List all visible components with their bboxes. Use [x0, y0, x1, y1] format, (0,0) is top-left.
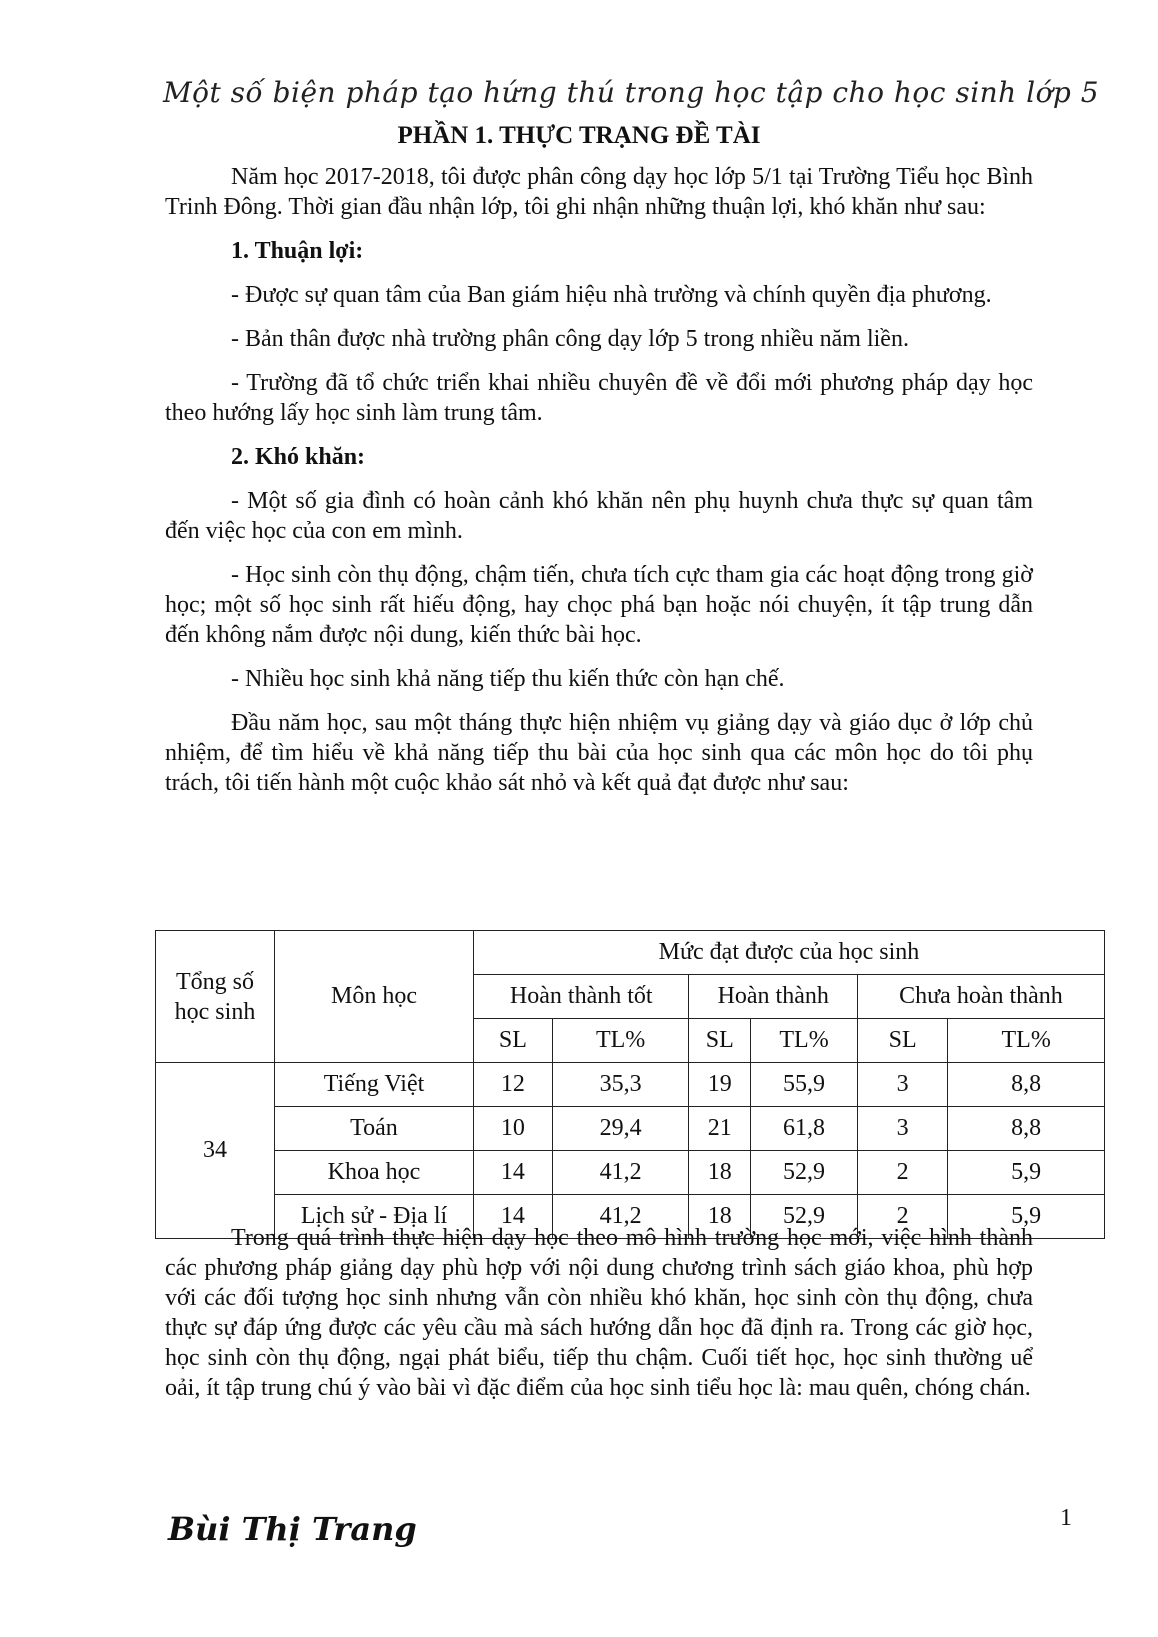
value-cell: 35,3 [552, 1063, 689, 1107]
value-cell: 41,2 [552, 1151, 689, 1195]
difficulty-item: - Nhiều học sinh khả năng tiếp thu kiến thức còn hạn chế. [231, 666, 785, 692]
body-text [165, 162, 1033, 798]
value-cell: 61,8 [751, 1107, 858, 1151]
value-cell: 19 [689, 1063, 751, 1107]
conclusion-paragraph: Trong quá trình thực hiện dạy học theo mô hình trường học mới, việc hình thành các phương pháp giảng dạy phù hợp với nội dung chương trình sách giáo khoa, phù hợp với các đối tượng học sinh nhưng vẫn còn nhiều khó khăn, học sinh còn thụ động, chưa thực sự đáp ứng được các yêu cầu mà sách hướng dẫn học đã định ra. Trong các giờ học, học sinh còn thụ động, ngại phát biểu, tiếp thu chậm. Cuối tiết học, học sinh thường uể oải, ít tập trung chú ý vào bài vì đặc điểm của học sinh tiểu học là: mau quên, chóng chán. [165, 1225, 1033, 1401]
header-tl: TL% [552, 1019, 689, 1063]
table-row [156, 1063, 1105, 1107]
difficulty-item: - Học sinh còn thụ động, chậm tiến, chưa tích cực tham gia các hoạt động trong giờ học; một số học sinh rất hiếu động, hay chọc phá bạn hoặc nói chuyện, ít tập trung dẫn đến không nắm được nội dung, kiến thức bài học. [165, 562, 1033, 648]
value-cell: 5,9 [948, 1151, 1105, 1195]
header-level-excellent: Hoàn thành tốt [474, 975, 689, 1019]
value-cell: 21 [689, 1107, 751, 1151]
survey-intro-paragraph: Đầu năm học, sau một tháng thực hiện nhiệm vụ giảng dạy và giáo dục ở lớp chủ nhiệm, để tìm hiểu về khả năng tiếp thu bài của học sinh qua các môn học do tôi phụ trách, tôi tiến hành một cuộc khảo sát nhỏ và kết quả đạt được như sau: [165, 710, 1033, 796]
value-cell: 52,9 [751, 1151, 858, 1195]
subject-cell: Toán [275, 1107, 474, 1151]
header-tl: TL% [751, 1019, 858, 1063]
header-sl: SL [857, 1019, 947, 1063]
header-achievement-group: Mức đạt được của học sinh [474, 931, 1105, 975]
table-row [156, 1107, 1105, 1151]
subject-cell: Tiếng Việt [275, 1063, 474, 1107]
header-tl: TL% [948, 1019, 1105, 1063]
value-cell: 2 [857, 1151, 947, 1195]
subject-cell: Lịch sử - Địa lí [275, 1195, 474, 1239]
value-cell: 10 [474, 1107, 553, 1151]
value-cell: 18 [689, 1151, 751, 1195]
advantage-item: - Bản thân được nhà trường phân công dạy lớp 5 trong nhiều năm liền. [231, 326, 909, 352]
value-cell: 14 [474, 1195, 553, 1239]
conclusion-block [165, 1223, 1033, 1403]
value-cell: 41,2 [552, 1195, 689, 1239]
subject-cell: Khoa học [275, 1151, 474, 1195]
intro-paragraph: Năm học 2017-2018, tôi được phân công dạy học lớp 5/1 tại Trường Tiểu học Bình Trinh Đông. Thời gian đầu nhận lớp, tôi ghi nhận những thuận lợi, khó khăn như sau: [165, 164, 1033, 220]
difficulties-heading: 2. Khó khăn: [231, 444, 366, 470]
running-header: Một số biện pháp tạo hứng thú trong học tập cho học sinh lớp 5 [163, 76, 1100, 109]
value-cell: 52,9 [751, 1195, 858, 1239]
value-cell: 55,9 [751, 1063, 858, 1107]
table-row [156, 1151, 1105, 1195]
survey-results-table [155, 930, 1105, 1239]
advantages-heading: 1. Thuận lợi: [231, 238, 364, 264]
advantage-item: - Được sự quan tâm của Ban giám hiệu nhà trường và chính quyền địa phương. [231, 282, 992, 308]
header-level-complete: Hoàn thành [689, 975, 857, 1019]
value-cell: 18 [689, 1195, 751, 1239]
section-title: PHẦN 1. THỰC TRẠNG ĐỀ TÀI [397, 122, 761, 149]
author-signature: Bùi Thị Trang [168, 1510, 417, 1548]
page-number: 1 [1060, 1505, 1072, 1531]
value-cell: 8,8 [948, 1063, 1105, 1107]
header-sl: SL [474, 1019, 553, 1063]
difficulty-item: - Một số gia đình có hoàn cảnh khó khăn nên phụ huynh chưa thực sự quan tâm đến việc học của con em mình. [165, 488, 1033, 544]
value-cell: 2 [857, 1195, 947, 1239]
value-cell: 3 [857, 1063, 947, 1107]
value-cell: 5,9 [948, 1195, 1105, 1239]
value-cell: 14 [474, 1151, 553, 1195]
header-subject: Môn học [275, 931, 474, 1063]
value-cell: 29,4 [552, 1107, 689, 1151]
advantage-item: - Trường đã tổ chức triển khai nhiều chuyên đề về đổi mới phương pháp dạy học theo hướng lấy học sinh làm trung tâm. [165, 370, 1033, 426]
total-students-cell: 34 [156, 1063, 275, 1239]
header-level-incomplete: Chưa hoàn thành [857, 975, 1104, 1019]
value-cell: 8,8 [948, 1107, 1105, 1151]
value-cell: 12 [474, 1063, 553, 1107]
header-total-students: Tổng số học sinh [156, 931, 275, 1063]
value-cell: 3 [857, 1107, 947, 1151]
header-sl: SL [689, 1019, 751, 1063]
